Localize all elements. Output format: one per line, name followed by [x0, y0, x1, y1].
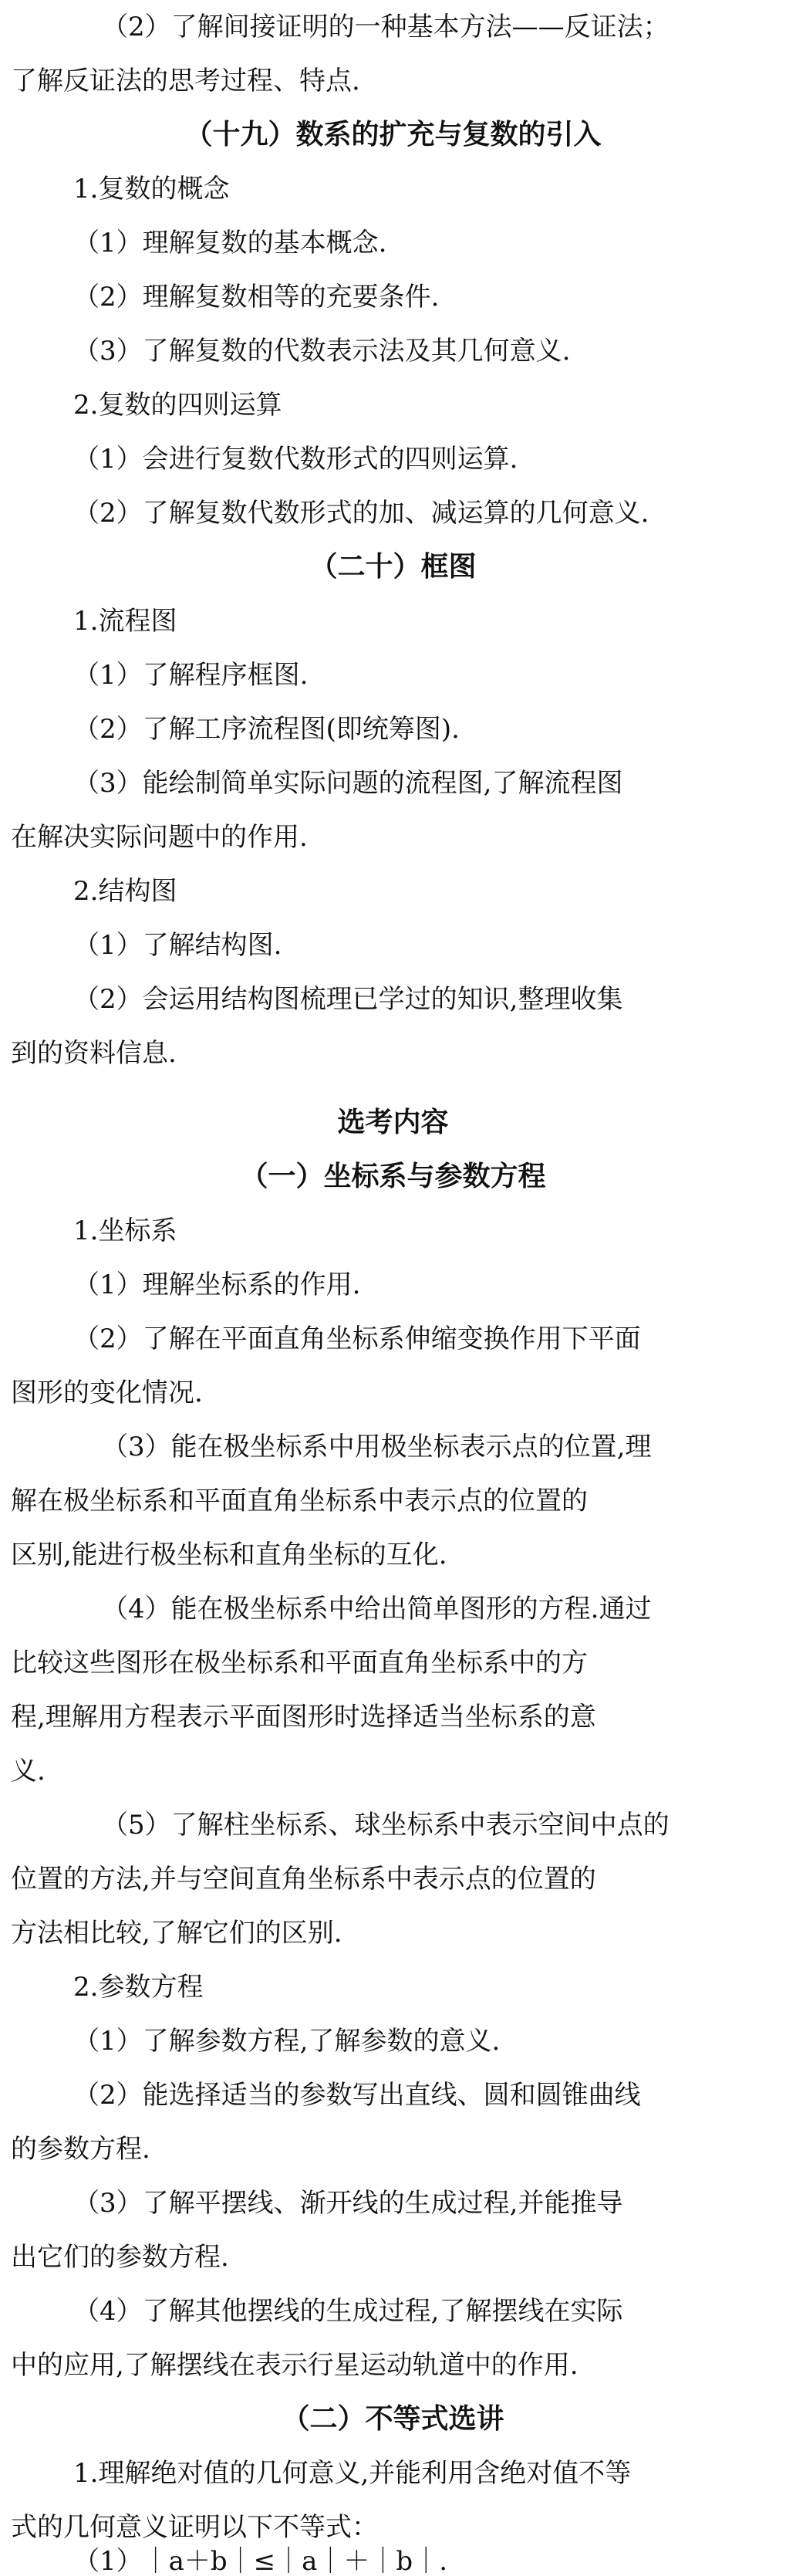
text-line: 在解决实际问题中的作用.	[11, 822, 308, 853]
section-heading: （二十）框图	[309, 551, 477, 583]
text-line: （1）理解坐标系的作用.	[73, 1269, 361, 1300]
text-line: 方法相比较,了解它们的区别.	[11, 1918, 342, 1949]
text-line: （1）了解参数方程,了解参数的意义.	[73, 2026, 501, 2057]
text-line: 1.理解绝对值的几何意义,并能利用含绝对值不等	[73, 2458, 632, 2489]
text-line: （2）会运用结构图梳理已学过的知识,整理收集	[73, 984, 623, 1015]
section-heading: （二）不等式选讲	[282, 2403, 504, 2435]
text-line: 程,理解用方程表示平面图形时选择适当坐标系的意	[11, 1702, 596, 1733]
subsection-heading: 2.复数的四则运算	[73, 390, 282, 421]
text-line: （3）了解平摆线、渐开线的生成过程,并能推导	[73, 2188, 623, 2219]
text-line: （4）能在极坐标系中给出简单图形的方程.通过	[102, 1594, 652, 1624]
section-heading: （十九）数系的扩充与复数的引入	[184, 119, 602, 150]
text-line: 的参数方程.	[11, 2134, 150, 2165]
text-line: 解在极坐标系和平面直角坐标系中表示点的位置的	[11, 1486, 588, 1516]
subsection-heading: 1.坐标系	[73, 1215, 177, 1246]
text-line: （1）理解复数的基本概念.	[73, 228, 387, 259]
text-line: 比较这些图形在极坐标系和平面直角坐标系中的方	[11, 1648, 588, 1678]
text-line: （3）能在极坐标系中用极坐标表示点的位置,理	[102, 1432, 652, 1462]
text-line: 出它们的参数方程.	[11, 2242, 229, 2273]
text-line: 义.	[11, 1756, 46, 1787]
text-line: （3）能绘制简单实际问题的流程图,了解流程图	[73, 768, 623, 799]
formula-line: （1）｜a＋b｜≤｜a｜＋｜b｜.	[73, 2547, 447, 2576]
subsection-heading: 1.流程图	[73, 606, 177, 637]
subsection-heading: 1.复数的概念	[73, 174, 230, 205]
text-line: 中的应用,了解摆线在表示行星运动轨道中的作用.	[11, 2350, 579, 2381]
text-line: （3）了解复数的代数表示法及其几何意义.	[73, 336, 571, 367]
text-line: 位置的方法,并与空间直角坐标系中表示点的位置的	[11, 1864, 596, 1895]
text-line: （4）了解其他摆线的生成过程,了解摆线在实际	[73, 2296, 623, 2327]
text-line: 图形的变化情况.	[11, 1378, 203, 1408]
text-line: （1）了解程序框图.	[73, 660, 309, 691]
subsection-heading: 2.结构图	[73, 876, 177, 907]
text-line: （2）了解间接证明的一种基本方法——反证法；	[102, 12, 670, 42]
text-line: 区别,能进行极坐标和直角坐标的互化.	[11, 1540, 447, 1570]
text-line: （2）了解工序流程图(即统筹图).	[73, 714, 460, 745]
text-line: （2）了解在平面直角坐标系伸缩变换作用下平面	[73, 1323, 641, 1354]
text-line: （1）了解结构图.	[73, 930, 282, 961]
section-heading: （一）坐标系与参数方程	[240, 1161, 546, 1192]
text-line: （5）了解柱坐标系、球坐标系中表示空间中点的	[102, 1810, 670, 1841]
text-line: （2）能选择适当的参数写出直线、圆和圆锥曲线	[73, 2080, 641, 2111]
text-line: （1）会进行复数代数形式的四则运算.	[73, 444, 518, 475]
text-line: 到的资料信息.	[11, 1038, 177, 1069]
text-line: 式的几何意义证明以下不等式：	[11, 2512, 378, 2543]
text-line: 了解反证法的思考过程、特点.	[11, 66, 360, 96]
part-heading: 选考内容	[337, 1107, 449, 1138]
text-line: （2）了解复数代数形式的加、减运算的几何意义.	[73, 498, 649, 529]
text-line: （2）理解复数相等的充要条件.	[73, 282, 440, 313]
subsection-heading: 2.参数方程	[73, 1972, 204, 2003]
